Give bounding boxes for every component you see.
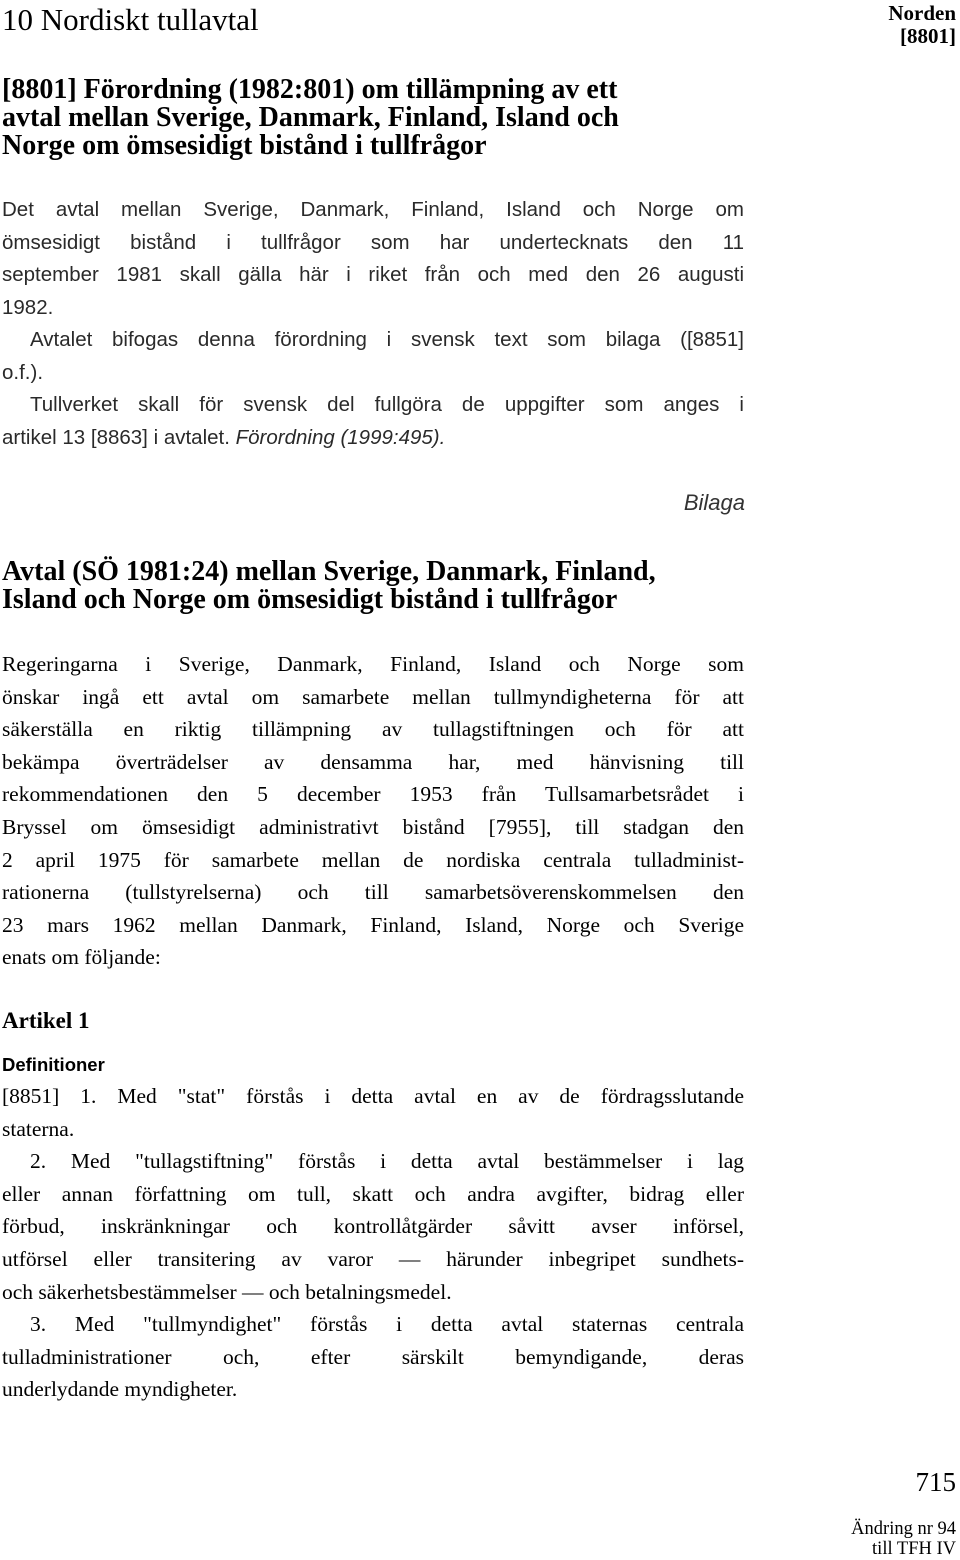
text-line: staterna. [2,1116,75,1141]
chapter-title: 10 Nordiskt tullavtal [2,2,259,37]
text-line: eller annan författning om tull, skatt och andra avgifter, bidrag eller [2,1181,744,1206]
text-line: rekommendationen den 5 december 1953 från Tullsamarbetsrådet i [2,782,744,807]
text-line: utförsel eller transitering av varor — härunder inbegripet sundhets- [2,1246,744,1271]
text-line: 1982. [2,295,54,319]
text-line: tulladministrationer och, efter särskilt bemyndigande, deras [2,1344,744,1369]
heading-line: Avtal (SÖ 1981:24) mellan Sverige, Danmark, Finland, [2,556,656,587]
header-code: [8801] [900,24,956,48]
text-line: ömsesidigt bistånd i tullfrågor som har undertecknats den 11 [2,230,744,254]
header-region: Norden [888,1,956,25]
agreement-heading [2,558,746,614]
heading-line: avtal mellan Sverige, Danmark, Finland, Island och [2,102,619,133]
text-line: förbud, inskränkningar och kontrollåtgärder såvitt avser införsel, [2,1214,744,1239]
ordinance-text [2,194,744,454]
text-line: [8851] 1. Med "stat" förstås i detta avtal en av de fördragsslutande [2,1084,744,1108]
article-title: Artikel 1 [2,1008,90,1033]
text-line: 2 april 1975 för samarbete mellan de nordiska centrala tulladminist- [2,847,744,872]
bilaga-label: Bilaga [683,490,745,515]
text-line [2,422,744,455]
text-line: underlydande myndigheter. [2,1377,238,1402]
text-line: 23 mars 1962 mellan Danmark, Finland, Island, Norge och Sverige [2,912,744,937]
text-line: Det avtal mellan Sverige, Danmark, Finland, Island och Norge om [2,198,744,221]
text-line: Regeringarna i Sverige, Danmark, Finland, Island och Norge som [2,652,744,676]
text-line: säkerställa en riktig tillämpning av tullagstiftningen och för att [2,717,744,742]
text-line: 3. Med "tullmyndighet" förstås i detta avtal staternas centrala [30,1312,744,1337]
text-line: önskar ingå ett avtal om samarbete mellan tullmyndigheterna för att [2,684,744,709]
definitions-text [2,1080,744,1406]
footer-edition: till TFH IV [872,1539,956,1559]
text-line: september 1981 skall gälla här i riket från och med den 26 augusti [2,263,744,286]
text-line: Bryssel om ömsesidigt administrativt bistånd [7955], till stadgan den [2,814,744,839]
text-line: enats om följande: [2,945,161,970]
page-number: 715 [915,1467,956,1497]
heading-line: [8801] Förordning (1982:801) om tillämpning av ett [2,74,618,105]
text-line: Tullverket skall för svensk del fullgöra de uppgifter som anges i [30,393,744,416]
text-line: rationerna (tullstyrelserna) och till samarbetsöverenskommelsen den [2,880,744,905]
article-subtitle: Definitioner [2,1054,105,1075]
heading-line: Norge om ömsesidigt bistånd i tullfrågor [2,130,487,161]
ordinance-heading [2,76,746,160]
footer-change-note: Ändring nr 94 [851,1519,956,1539]
text-line: och säkerhetsbestämmelser — och betalningsmedel. [2,1279,452,1304]
text-line: o.f.). [2,360,44,384]
heading-line: Island och Norge om ömsesidigt bistånd i tullfrågor [2,584,618,615]
text-line: bekämpa överträdelser av densamma har, med hänvisning till [2,749,744,774]
amendment-ref: Förordning (1999:495). [235,425,446,449]
agreement-intro [2,648,744,974]
text-line: 2. Med "tullagstiftning" förstås i detta avtal bestämmelser i lag [30,1149,744,1174]
article-ref-text: artikel 13 [8863] i avtalet. [2,425,230,449]
text-line: Avtalet bifogas denna förordning i svensk text som bilaga ([8851] [30,328,744,351]
